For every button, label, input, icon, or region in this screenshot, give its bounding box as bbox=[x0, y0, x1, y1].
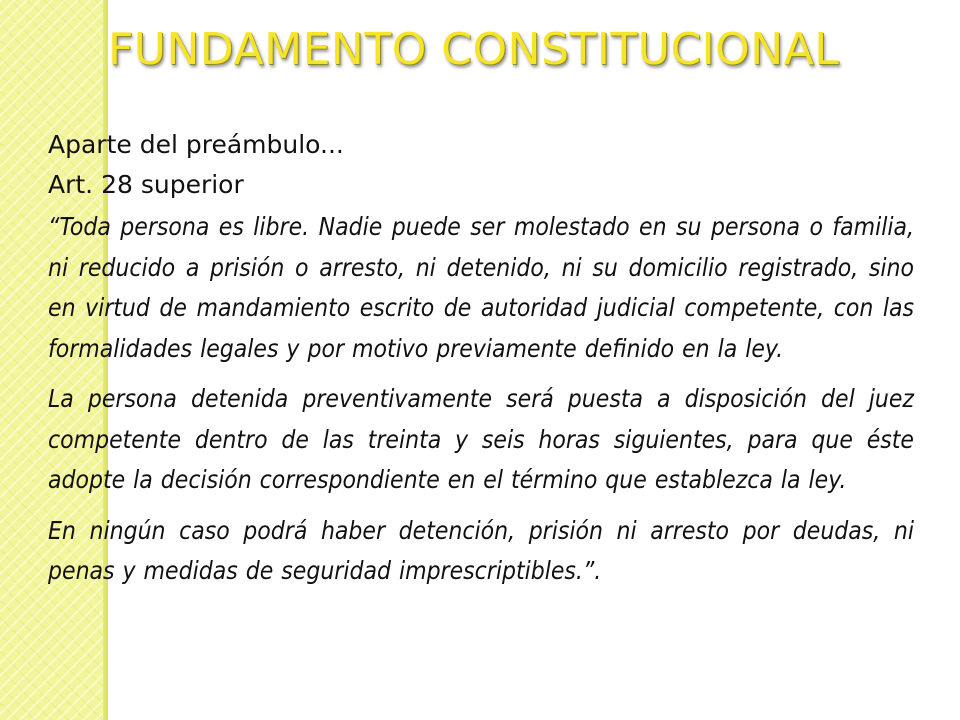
article-line: Art. 28 superior bbox=[48, 170, 244, 199]
preamble-line: Aparte del preámbulo... bbox=[48, 130, 344, 159]
slide-body bbox=[48, 125, 914, 592]
article-paragraph-2: La persona detenida preventivamente será puesta a disposición del juez competente dentro de las treinta y seis horas siguientes, para que éste adopte la decisión correspondiente en el término que establezca la ley. bbox=[48, 384, 914, 494]
article-paragraph-3: En ningún caso podrá haber detención, prisión ni arresto por deudas, ni penas y medidas de seguridad imprescriptibles.”. bbox=[48, 515, 914, 585]
article-paragraph-1: “Toda persona es libre. Nadie puede ser molestado en su persona o familia, ni reducido a prisión o arresto, ni detenido, ni su domicilio registrado, sino en virtud de mandamiento escrito de autoridad judicial competente, con las formalidades legales y por motivo previamente definido en la ley. bbox=[48, 212, 914, 363]
slide-title: FUNDAMENTO CONSTITUCIONAL bbox=[108, 24, 840, 75]
